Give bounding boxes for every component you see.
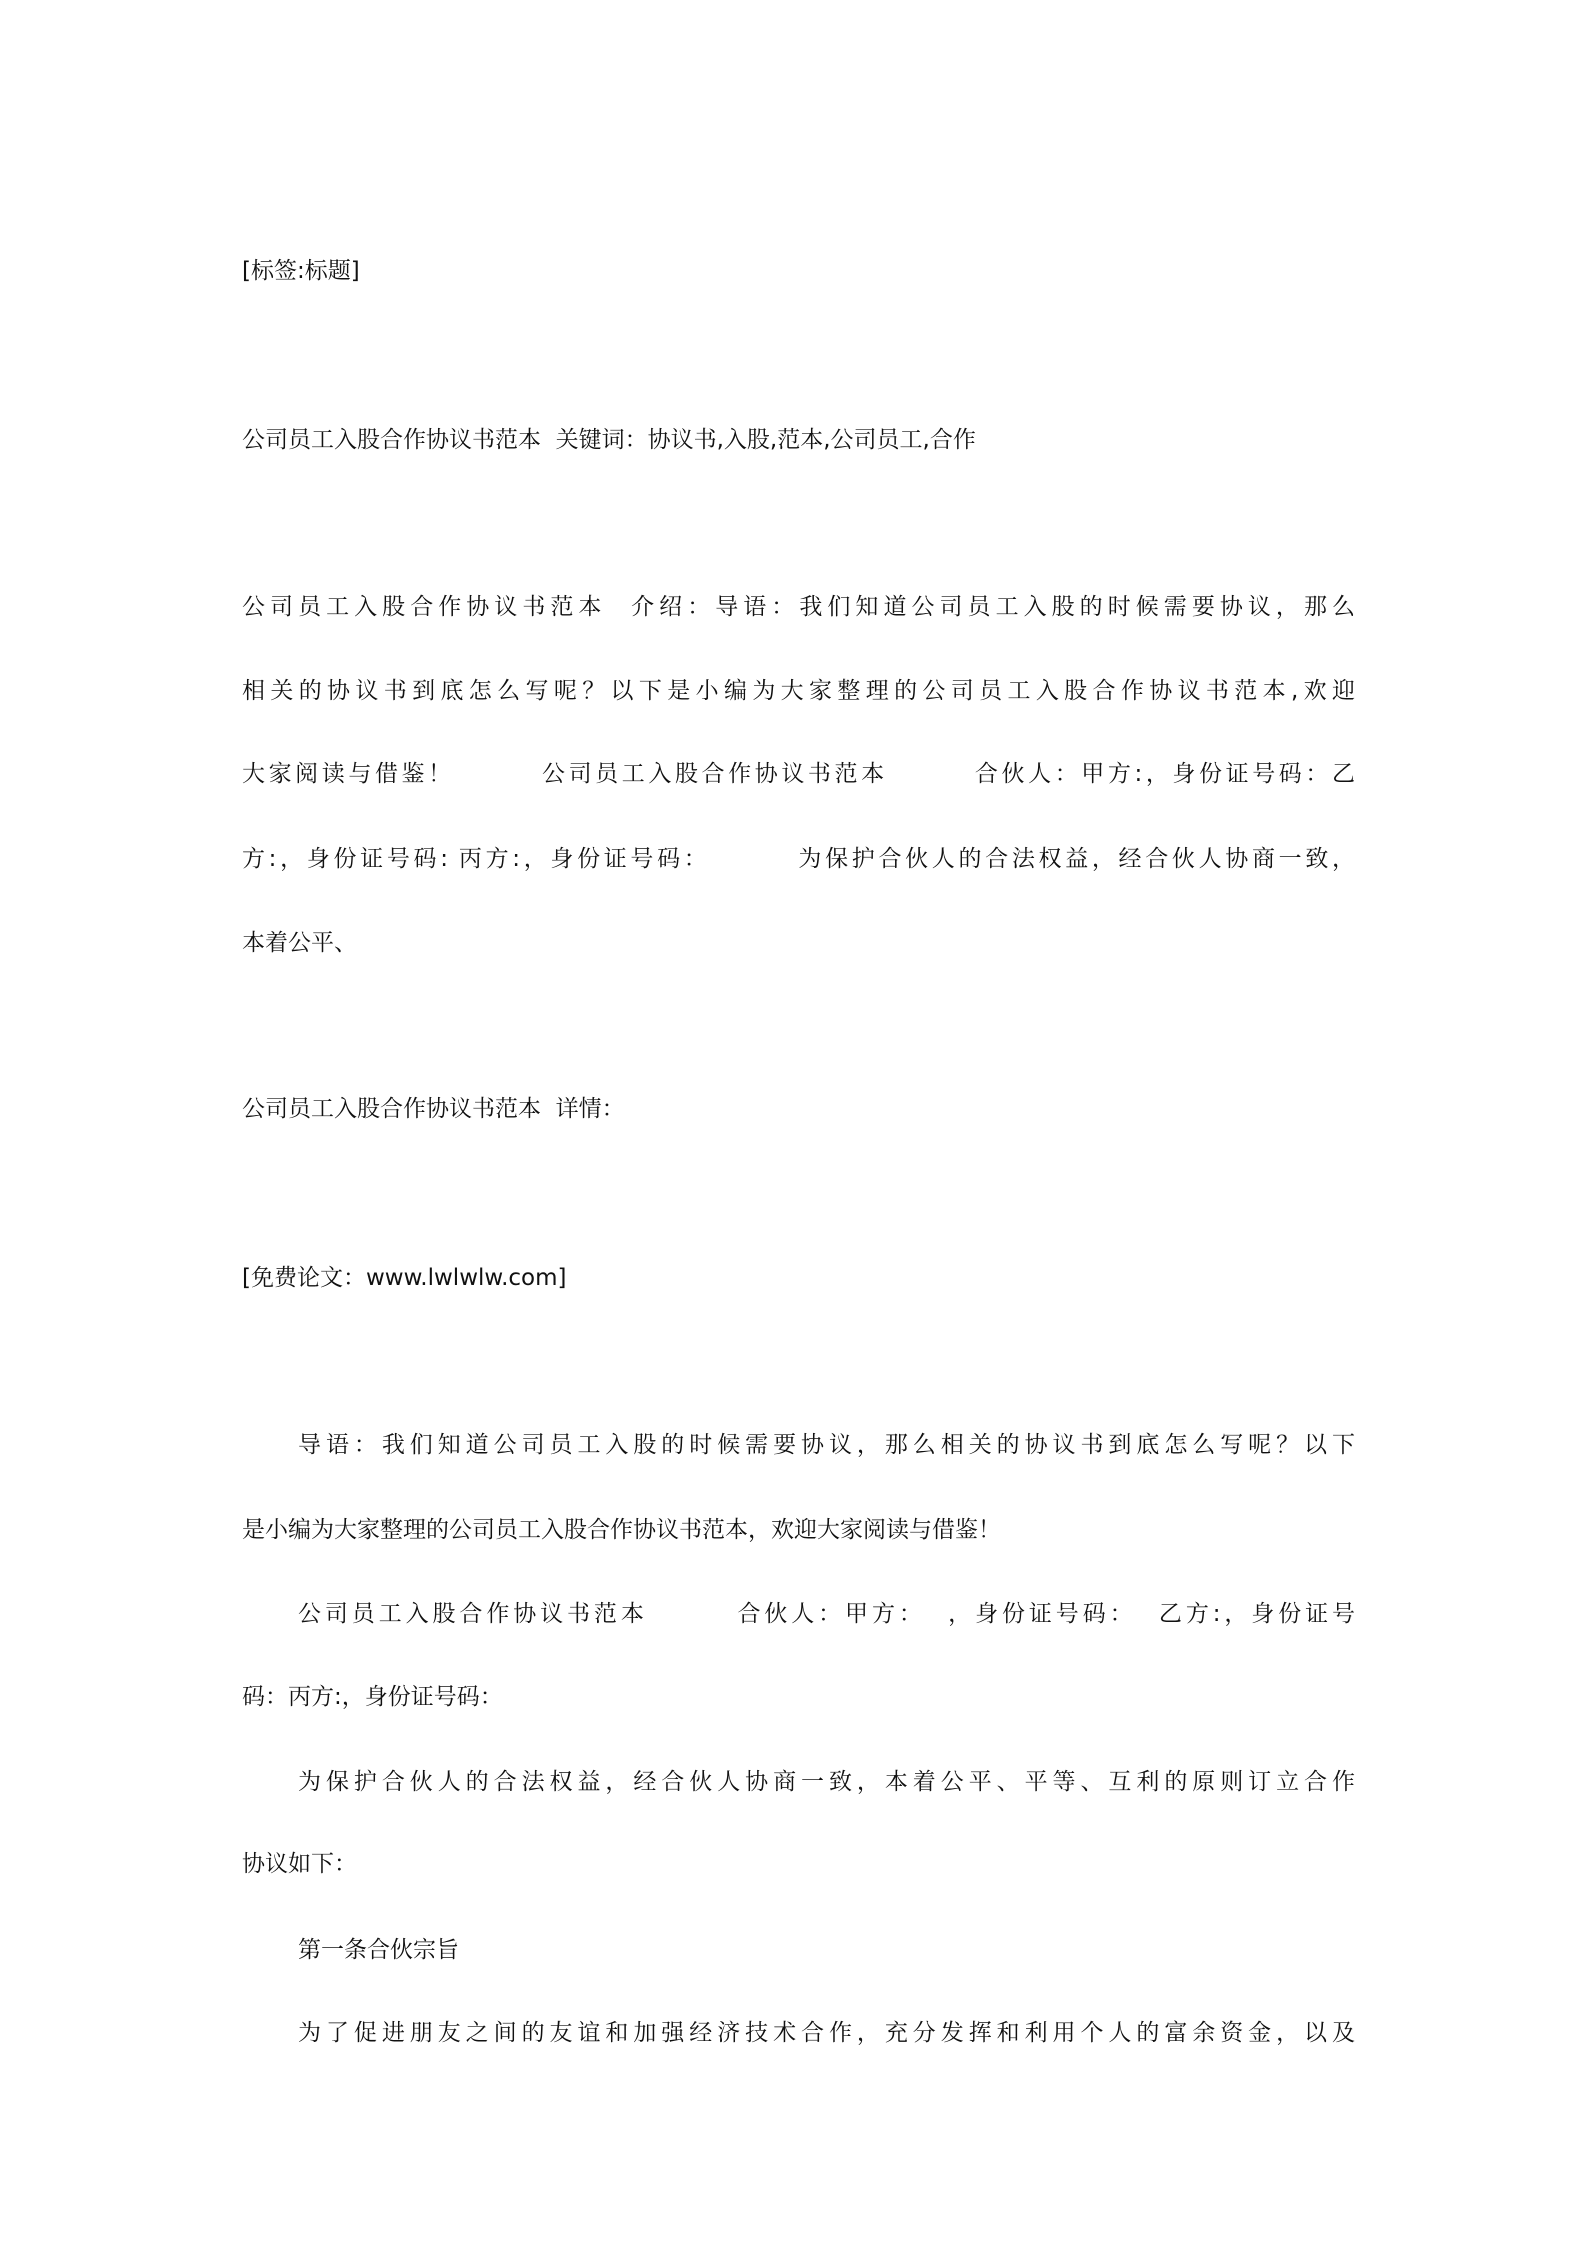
intro-line: 相关的协议书到底怎么写呢？以下是小编为大家整理的公司员工入股合作协议书范本,欢迎 [242, 678, 1355, 704]
body-line: 为保护合伙人的合法权益，经合伙人协商一致，本着公平、平等、互利的原则订立合作 [298, 1769, 1355, 1795]
source-link: [免费论文：www.lwlwlw.com] [242, 1265, 567, 1291]
body-line: 为了促进朋友之间的友谊和加强经济技术合作，充分发挥和利用个人的富余资金，以及 [298, 2020, 1355, 2046]
intro-line: 方:，身份证号码: 丙方:，身份证号码： 为保护合伙人的合法权益，经合伙人协商一致， [242, 846, 1355, 872]
body-line: 导语：我们知道公司员工入股的时候需要协议，那么相关的协议书到底怎么写呢？以下 [298, 1432, 1355, 1458]
keywords-line: 公司员工入股合作协议书范本 关键词：协议书,入股,范本,公司员工,合作 [242, 427, 976, 453]
body-line: 协议如下： [242, 1851, 357, 1877]
intro-line: 本着公平、 [242, 930, 357, 956]
tag-line: [标签:标题] [242, 258, 360, 284]
body-line: 公司员工入股合作协议书范本 合伙人：甲方： ，身份证号码： 乙方:，身份证号 [298, 1601, 1355, 1627]
body-line: 是小编为大家整理的公司员工入股合作协议书范本，欢迎大家阅读与借鉴！ [242, 1517, 1001, 1543]
details-line: 公司员工入股合作协议书范本 详情： [242, 1096, 625, 1122]
body-line: 码：丙方:，身份证号码： [242, 1684, 503, 1710]
intro-line: 公司员工入股合作协议书范本 介绍：导语：我们知道公司员工入股的时候需要协议，那么 [242, 594, 1355, 620]
intro-line: 大家阅读与借鉴！ 公司员工入股合作协议书范本 合伙人：甲方:，身份证号码：乙 [242, 761, 1355, 787]
article-heading: 第一条合伙宗旨 [298, 1937, 459, 1963]
